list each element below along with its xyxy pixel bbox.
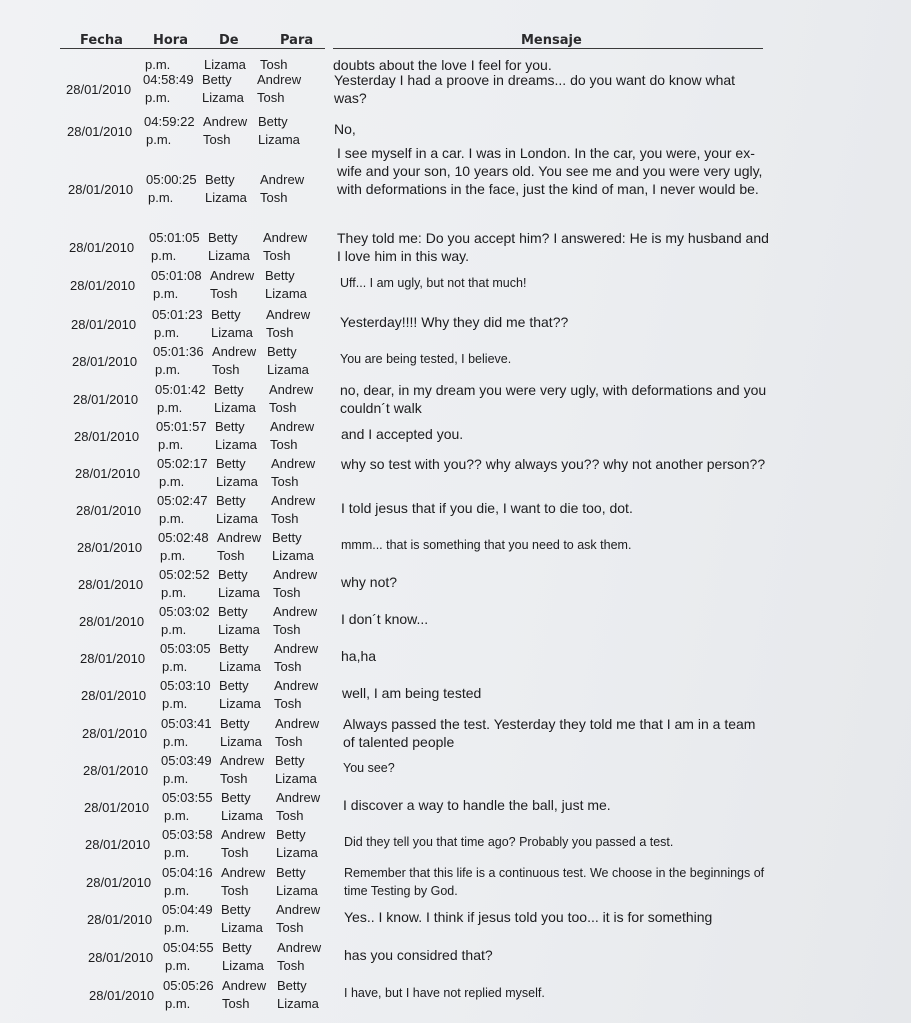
fecha-cell: 28/01/2010 — [76, 503, 142, 518]
de-surname: Lizama — [219, 659, 261, 674]
de-surname: Lizama — [219, 696, 261, 711]
de-name: Andrew — [217, 530, 262, 545]
hora-ampm: p.m. — [159, 474, 185, 489]
hora-ampm: p.m. — [160, 548, 186, 563]
hora-ampm: p.m. — [161, 585, 187, 600]
mensaje-text: Remember that this life is a continuous test. We choose in the beginnings of time Testing by God. — [344, 866, 765, 898]
hora-cell: 05:03:58 — [162, 827, 213, 842]
hora-ampm: p.m. — [165, 996, 191, 1011]
hora-cell: 05:03:05 — [160, 641, 211, 656]
hora-ampm: p.m. — [155, 362, 181, 377]
de-name: Betty — [219, 678, 249, 693]
fecha-cell: 28/01/2010 — [84, 800, 150, 815]
para-name: Andrew — [275, 716, 320, 731]
mensaje-text: Uff... I am ugly, but not that much! — [340, 276, 527, 290]
para-name: Betty — [258, 114, 288, 129]
de-name: Betty — [214, 382, 244, 397]
de-surname: Lizama — [221, 808, 263, 823]
fecha-cell: 28/01/2010 — [77, 540, 143, 555]
para-name: Andrew — [270, 419, 315, 434]
header-de: De — [219, 33, 239, 48]
fecha-cell: 28/01/2010 — [71, 317, 137, 332]
de-surname: Tosh — [221, 883, 249, 898]
de-name: Andrew — [210, 268, 255, 283]
de-surname: Lizama — [204, 57, 246, 72]
para-name: Andrew — [274, 641, 319, 656]
para-name: Andrew — [274, 678, 319, 693]
de-surname: Lizama — [220, 734, 262, 749]
para-surname: Lizama — [272, 548, 314, 563]
para-surname: Lizama — [265, 286, 307, 301]
fecha-cell: 28/01/2010 — [81, 688, 147, 703]
fecha-cell: 28/01/2010 — [74, 429, 140, 444]
de-surname: Tosh — [222, 996, 250, 1011]
para-name: Andrew — [273, 567, 318, 582]
hora-ampm: p.m. — [146, 132, 172, 147]
para-surname: Tosh — [277, 958, 305, 973]
mensaje-text: I told jesus that if you die, I want to die too, dot. — [341, 500, 633, 516]
de-name: Betty — [215, 419, 245, 434]
fecha-cell: 28/01/2010 — [66, 82, 132, 97]
fecha-cell: 28/01/2010 — [88, 950, 154, 965]
para-surname: Lizama — [258, 132, 300, 147]
para-name: Betty — [267, 344, 297, 359]
fecha-cell: 28/01/2010 — [69, 240, 135, 255]
para-name: Andrew — [266, 307, 311, 322]
fecha-cell: 28/01/2010 — [79, 614, 145, 629]
hora-cell: 05:02:52 — [159, 567, 210, 582]
para-surname: Lizama — [276, 883, 318, 898]
header-rule-right — [333, 48, 763, 49]
fecha-cell: 28/01/2010 — [70, 278, 136, 293]
para-name: Andrew — [276, 790, 321, 805]
hora-ampm: p.m. — [163, 771, 189, 786]
de-name: Betty — [220, 716, 250, 731]
para-surname: Tosh — [266, 325, 294, 340]
header-mensaje: Mensaje — [521, 33, 582, 48]
header-hora: Hora — [153, 33, 188, 48]
de-surname: Tosh — [217, 548, 245, 563]
de-surname: Lizama — [221, 920, 263, 935]
hora-cell: 04:59:22 — [144, 114, 195, 129]
para-surname: Lizama — [267, 362, 309, 377]
de-name: Betty — [205, 172, 235, 187]
para-name: Andrew — [273, 604, 318, 619]
de-surname: Lizama — [205, 190, 247, 205]
de-name: Betty — [218, 604, 248, 619]
de-name: Betty — [208, 230, 238, 245]
de-surname: Lizama — [216, 511, 258, 526]
de-surname: Tosh — [220, 771, 248, 786]
hora-ampm: p.m. — [159, 511, 185, 526]
para-name: Betty — [272, 530, 302, 545]
fecha-cell: 28/01/2010 — [75, 466, 141, 481]
de-name: Betty — [218, 567, 248, 582]
para-surname: Tosh — [273, 622, 301, 637]
hora-cell: 05:02:48 — [158, 530, 209, 545]
hora-cell: 05:03:55 — [162, 790, 213, 805]
hora-ampm: p.m. — [145, 90, 171, 105]
de-name: Andrew — [221, 827, 266, 842]
para-surname: Tosh — [274, 696, 302, 711]
fecha-cell: 28/01/2010 — [86, 875, 152, 890]
hora-ampm: p.m. — [154, 325, 180, 340]
de-surname: Lizama — [211, 325, 253, 340]
de-name: Betty — [216, 456, 246, 471]
de-surname: Lizama — [208, 248, 250, 263]
hora-cell: 05:01:57 — [156, 419, 207, 434]
de-surname: Lizama — [222, 958, 264, 973]
hora-ampm: p.m. — [162, 696, 188, 711]
hora-cell: 05:03:10 — [160, 678, 211, 693]
mensaje-text: I discover a way to handle the ball, just me. — [343, 797, 611, 813]
fecha-cell: 28/01/2010 — [89, 988, 155, 1003]
fecha-cell: 28/01/2010 — [68, 182, 134, 197]
mensaje-text: no, dear, in my dream you were very ugly, with deformations and you couldn´t walk — [340, 382, 767, 416]
hora-ampm: p.m. — [145, 57, 171, 72]
fecha-cell: 28/01/2010 — [73, 392, 139, 407]
de-name: Betty — [211, 307, 241, 322]
mensaje-text: You are being tested, I believe. — [340, 352, 512, 366]
hora-ampm: p.m. — [158, 437, 184, 452]
para-name: Andrew — [271, 493, 316, 508]
para-name: Andrew — [277, 940, 322, 955]
de-name: Betty — [202, 72, 232, 87]
de-surname: Lizama — [214, 400, 256, 415]
hora-cell: 05:04:49 — [162, 902, 213, 917]
mensaje-text: No, — [334, 121, 356, 137]
de-name: Andrew — [222, 978, 267, 993]
hora-ampm: p.m. — [151, 248, 177, 263]
mensaje-text: well, I am being tested — [342, 685, 482, 701]
para-name: Andrew — [257, 72, 302, 87]
hora-cell: 05:01:05 — [149, 230, 200, 245]
hora-ampm: p.m. — [164, 883, 190, 898]
para-name: Andrew — [263, 230, 308, 245]
para-surname: Tosh — [276, 920, 304, 935]
de-surname: Lizama — [218, 622, 260, 637]
para-surname: Tosh — [269, 400, 297, 415]
para-surname: Lizama — [275, 771, 317, 786]
hora-ampm: p.m. — [157, 400, 183, 415]
hora-ampm: p.m. — [164, 845, 190, 860]
fecha-cell: 28/01/2010 — [78, 577, 144, 592]
para-surname: Tosh — [273, 585, 301, 600]
mensaje-text: why not? — [341, 574, 398, 590]
de-surname: Tosh — [210, 286, 238, 301]
para-surname: Tosh — [275, 734, 303, 749]
de-name: Andrew — [220, 753, 265, 768]
de-name: Betty — [219, 641, 249, 656]
hora-cell: 05:03:41 — [161, 716, 212, 731]
hora-cell: 05:01:36 — [153, 344, 204, 359]
hora-ampm: p.m. — [163, 734, 189, 749]
para-surname: Lizama — [276, 845, 318, 860]
de-name: Betty — [221, 902, 251, 917]
hora-cell: 05:03:02 — [159, 604, 210, 619]
de-surname: Tosh — [212, 362, 240, 377]
para-surname: Tosh — [260, 190, 288, 205]
de-name: Andrew — [203, 114, 248, 129]
de-name: Andrew — [221, 865, 266, 880]
mensaje-text: Did they tell you that time ago? Probably you passed a test. — [344, 835, 674, 849]
de-surname: Lizama — [202, 90, 244, 105]
mensaje-text: ha,ha — [341, 648, 377, 664]
de-name: Betty — [222, 940, 252, 955]
mensaje-text: You see? — [343, 761, 395, 775]
mensaje-text: I have, but I have not replied myself. — [344, 986, 545, 1000]
hora-cell: 05:02:17 — [157, 456, 208, 471]
hora-cell: 05:01:42 — [155, 382, 206, 397]
header-para: Para — [280, 33, 314, 48]
de-name: Betty — [221, 790, 251, 805]
para-surname: Tosh — [257, 90, 285, 105]
hora-ampm: p.m. — [164, 920, 190, 935]
de-surname: Lizama — [218, 585, 260, 600]
hora-ampm: p.m. — [165, 958, 191, 973]
hora-cell: 04:58:49 — [143, 72, 194, 87]
de-surname: Tosh — [203, 132, 231, 147]
fecha-cell: 28/01/2010 — [80, 651, 146, 666]
para-name: Betty — [276, 865, 306, 880]
para-surname: Tosh — [260, 57, 288, 72]
hora-cell: 05:04:16 — [162, 865, 213, 880]
mensaje-text: They told me: Do you accept him? I answered: He is my husband and I love him in this way. — [337, 230, 769, 264]
mensaje-text: why so test with you?? why always you?? why not another person?? — [341, 456, 766, 472]
para-surname: Tosh — [276, 808, 304, 823]
de-surname: Tosh — [221, 845, 249, 860]
fecha-cell: 28/01/2010 — [67, 124, 133, 139]
mensaje-text: and I accepted you. — [341, 426, 464, 442]
header-rule-left — [60, 48, 325, 49]
de-surname: Lizama — [215, 437, 257, 452]
para-surname: Lizama — [277, 996, 319, 1011]
hora-cell: 05:00:25 — [146, 172, 197, 187]
para-name: Andrew — [269, 382, 314, 397]
para-name: Betty — [265, 268, 295, 283]
para-surname: Tosh — [270, 437, 298, 452]
hora-ampm: p.m. — [153, 286, 179, 301]
para-name: Andrew — [276, 902, 321, 917]
hora-cell: 05:04:55 — [163, 940, 214, 955]
para-name: Andrew — [271, 456, 316, 471]
hora-cell: 05:01:08 — [151, 268, 202, 283]
hora-cell: 05:02:47 — [157, 493, 208, 508]
mensaje-text: has you considred that? — [344, 947, 493, 963]
mensaje-text: mmm... that is something that you need to ask them. — [341, 538, 632, 552]
fecha-cell: 28/01/2010 — [87, 912, 153, 927]
hora-ampm: p.m. — [161, 622, 187, 637]
para-name: Betty — [277, 978, 307, 993]
mensaje-text: doubts about the love I feel for you. — [333, 57, 552, 73]
hora-ampm: p.m. — [164, 808, 190, 823]
mensaje-text: Yesterday I had a proove in dreams... do you want do know what was? — [334, 72, 736, 106]
mensaje-text: Always passed the test. Yesterday they told me that I am in a team of talented people — [343, 716, 756, 750]
mensaje-text: I see myself in a car. I was in London. In the car, you were, your ex-wife and your son, 10 years old. You see me and you were very ugly, with deformations in the face, just the kind of man, I never would be. — [337, 145, 763, 197]
fecha-cell: 28/01/2010 — [72, 354, 138, 369]
mensaje-text: Yesterday!!!! Why they did me that?? — [340, 314, 569, 330]
para-name: Betty — [275, 753, 305, 768]
hora-ampm: p.m. — [148, 190, 174, 205]
hora-cell: 05:03:49 — [161, 753, 212, 768]
mensaje-text: Yes.. I know. I think if jesus told you too... it is for something — [344, 909, 713, 925]
fecha-cell: 28/01/2010 — [83, 763, 149, 778]
para-name: Andrew — [260, 172, 305, 187]
fecha-cell: 28/01/2010 — [85, 837, 151, 852]
hora-cell: 05:05:26 — [163, 978, 214, 993]
de-name: Betty — [216, 493, 246, 508]
para-surname: Tosh — [271, 511, 299, 526]
para-surname: Tosh — [271, 474, 299, 489]
de-name: Andrew — [212, 344, 257, 359]
mensaje-text: I don´t know... — [341, 611, 429, 627]
hora-cell: 05:01:23 — [152, 307, 203, 322]
fecha-cell: 28/01/2010 — [82, 726, 148, 741]
de-surname: Lizama — [216, 474, 258, 489]
hora-ampm: p.m. — [162, 659, 188, 674]
header-fecha: Fecha — [80, 33, 123, 48]
para-surname: Tosh — [274, 659, 302, 674]
para-surname: Tosh — [263, 248, 291, 263]
para-name: Betty — [276, 827, 306, 842]
